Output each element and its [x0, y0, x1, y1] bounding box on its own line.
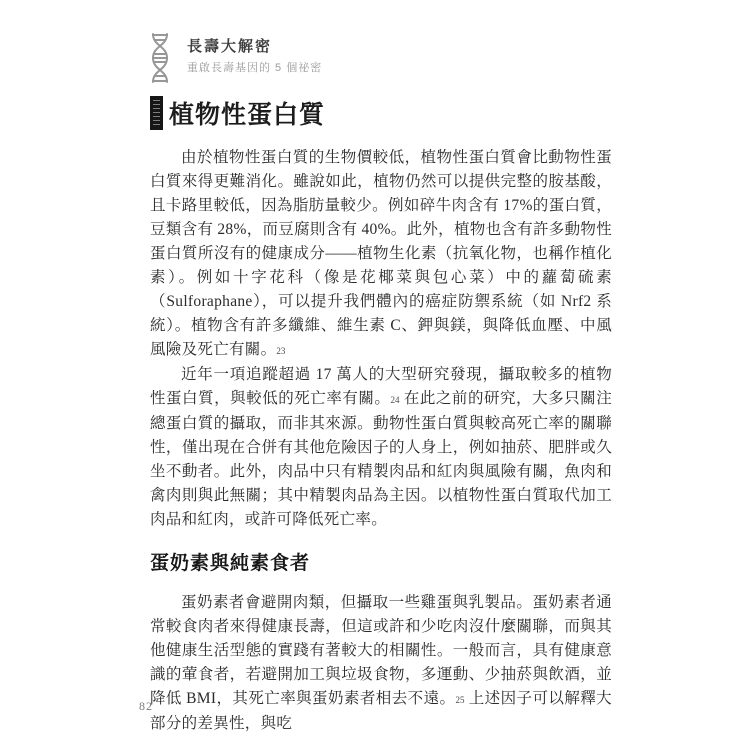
section-tab-icon — [150, 96, 163, 130]
paragraph — [150, 146, 612, 363]
running-head-text — [187, 32, 322, 75]
page-content — [150, 93, 612, 736]
subsection-paragraphs — [150, 591, 612, 736]
section-paragraphs — [150, 146, 612, 532]
subsection-title: 蛋奶素與純素食者 — [150, 553, 311, 574]
text-run: 近年一項追蹤超過 17 萬人的大型研究發現，攝取較多的植物性蛋白質，與較低的死亡率有關。 — [150, 366, 612, 407]
book-title: 長壽大解密 — [187, 38, 273, 55]
running-head — [144, 32, 322, 84]
paragraph — [150, 591, 612, 736]
footnote-ref: 23 — [276, 346, 286, 356]
page-number: 82 — [139, 699, 153, 713]
text-run: 上述因子可以解釋大部分的差異性，與吃 — [150, 690, 612, 732]
footnote-ref: 25 — [455, 695, 465, 705]
text-run: 由於植物性蛋白質的生物價較低，植物性蛋白質會比動物性蛋白質來得更難消化。雖說如此，植物仍然可以提供完整的胺基酸，且卡路里較低，因為脂肪量較少。例如碎牛肉含有 17%的蛋白質，豆類含有 28%，而豆腐則含有 40%。此外，植物也含有許多動物性蛋白質所沒有的健康成分——植物生化素（抗氧化物，也稱作植化素）。例如十字花科（像是花椰菜與包心菜）中的蘿蔔硫素（Sulforaphane），可以提升我們體內的癌症防禦系統（如 Nrf2 系統）。植物含有許多纖維、維生素 C、鉀與鎂，與降低血壓、中風風險及死亡有關。 — [150, 149, 612, 358]
text-run: 蛋奶素者會避開肉類，但攝取一些雞蛋與乳製品。蛋奶素者通常較食肉者來得健康長壽，但這或許和少吃肉沒什麼關聯，而與其他健康生活型態的實踐有著較大的相關性。一般而言，具有健康意識的葷食者，若避開加工與垃圾食物，多運動、少抽菸與飲酒，並降低 BMI，其死亡率與蛋奶素者相去不遠。 — [150, 594, 612, 707]
section-heading — [150, 93, 612, 133]
paragraph — [150, 363, 612, 532]
section-title: 植物性蛋白質 — [169, 101, 326, 129]
dna-helix-icon — [144, 32, 176, 84]
book-subtitle: 重啟長壽基因的 5 個祕密 — [187, 62, 323, 74]
footnote-ref: 24 — [390, 395, 400, 405]
text-run: 在此之前的研究，大多只關注總蛋白質的攝取，而非其來源。動物性蛋白質與較高死亡率的關聯性，僅出現在合併有其他危險因子的人身上，例如抽菸、肥胖或久坐不動者。此外，肉品中只有精製肉品和紅肉與風險有關，魚肉和禽肉則與此無關；其中精製肉品為主因。以植物性蛋白質取代加工肉品和紅肉，或許可降低死亡率。 — [150, 390, 612, 528]
